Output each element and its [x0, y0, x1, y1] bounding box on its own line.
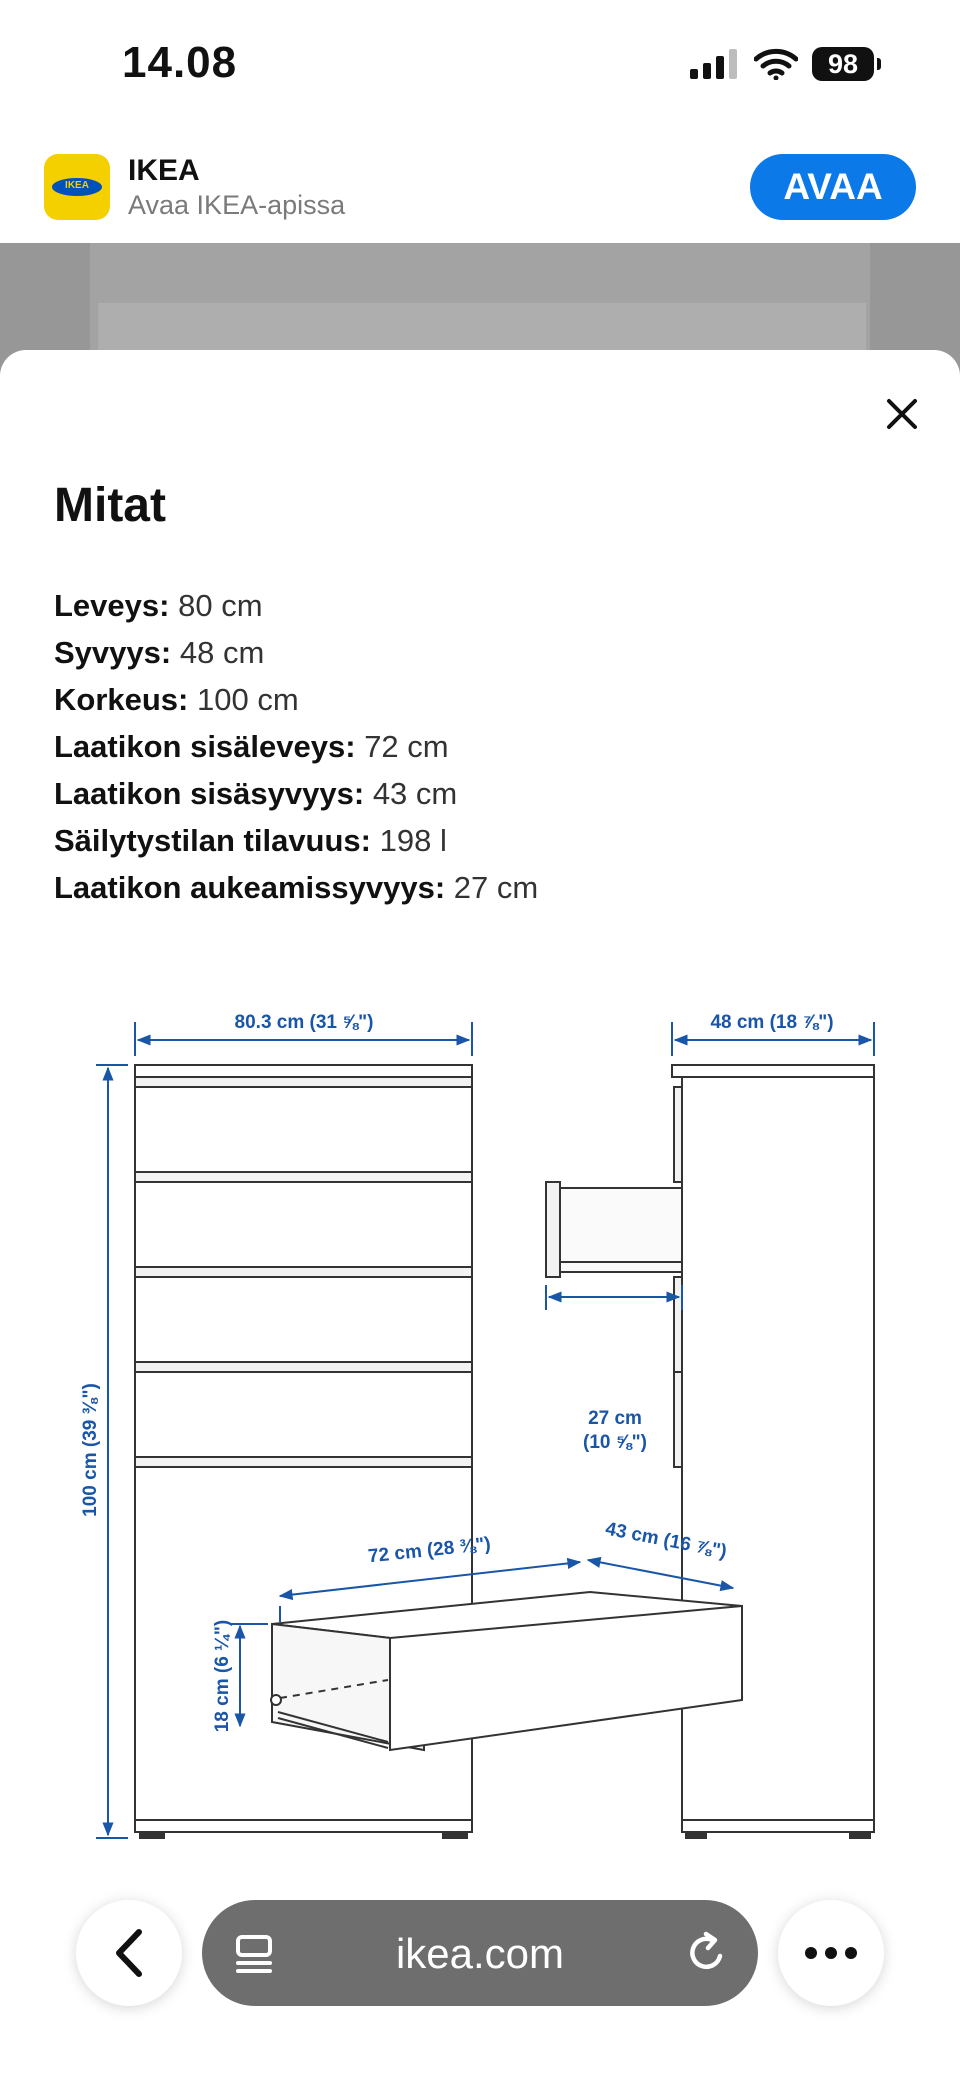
opening-depth-label-in: (10 ⅝")	[583, 1432, 647, 1453]
chevron-left-icon	[109, 1928, 149, 1978]
dimension-label: Laatikon aukeamissyvyys:	[54, 870, 446, 905]
app-banner	[0, 130, 960, 243]
status-bar	[0, 0, 960, 130]
reload-icon[interactable]	[684, 1930, 730, 1976]
dimension-value: 100 cm	[197, 682, 299, 717]
app-logo	[44, 154, 110, 220]
dimension-label: Säilytystilan tilavuus:	[54, 823, 371, 858]
cellular-signal-icon	[690, 49, 740, 79]
dimension-value: 80 cm	[178, 588, 263, 623]
drawer-depth-label: 43 cm (16 ⅞")	[603, 1518, 729, 1563]
side-depth-label: 48 cm (18 ⅞")	[710, 1012, 834, 1033]
drawer-height-label: 18 cm (6 ¼")	[212, 1619, 233, 1733]
dimension-label: Laatikon sisäsyvyys:	[54, 776, 365, 811]
wifi-icon	[754, 48, 798, 80]
url-text: ikea.com	[395, 1930, 565, 1977]
dimension-label: Korkeus:	[54, 682, 189, 717]
open-app-button[interactable]: AVAA	[750, 154, 916, 220]
dimensions-sheet	[0, 350, 960, 2081]
browser-toolbar	[0, 1880, 960, 2030]
front-height-label: 100 cm (39 ⅜")	[80, 1383, 101, 1517]
app-logo-text: IKEA	[65, 180, 89, 191]
app-name: IKEA	[128, 154, 200, 187]
dimension-label: Syvyys:	[54, 635, 172, 670]
app-subtitle: Avaa IKEA-apissa	[128, 190, 346, 220]
dimension-value: 72 cm	[364, 729, 449, 764]
sheet-title: Mitat	[54, 479, 166, 532]
status-icons	[690, 44, 874, 84]
dimension-drawing	[0, 350, 960, 2081]
dimension-value: 27 cm	[453, 870, 539, 905]
dimension-value: 48 cm	[179, 635, 265, 670]
back-button[interactable]	[76, 1900, 182, 2006]
status-time: 14.08	[122, 38, 238, 87]
drawer-width-label: 72 cm (28 ⅜")	[367, 1533, 492, 1568]
dimension-value: 198 l	[379, 823, 447, 858]
more-icon	[804, 1946, 858, 1960]
dimension-value: 43 cm	[372, 776, 458, 811]
dimension-label: Leveys:	[54, 588, 170, 623]
opening-depth-label-cm: 27 cm	[588, 1408, 642, 1429]
address-bar[interactable]	[202, 1900, 758, 2006]
battery-indicator: 98	[812, 47, 874, 81]
more-button[interactable]	[778, 1900, 884, 2006]
front-width-label: 80.3 cm (31 ⅝")	[234, 1012, 374, 1033]
dimension-label: Laatikon sisäleveys:	[54, 729, 356, 764]
